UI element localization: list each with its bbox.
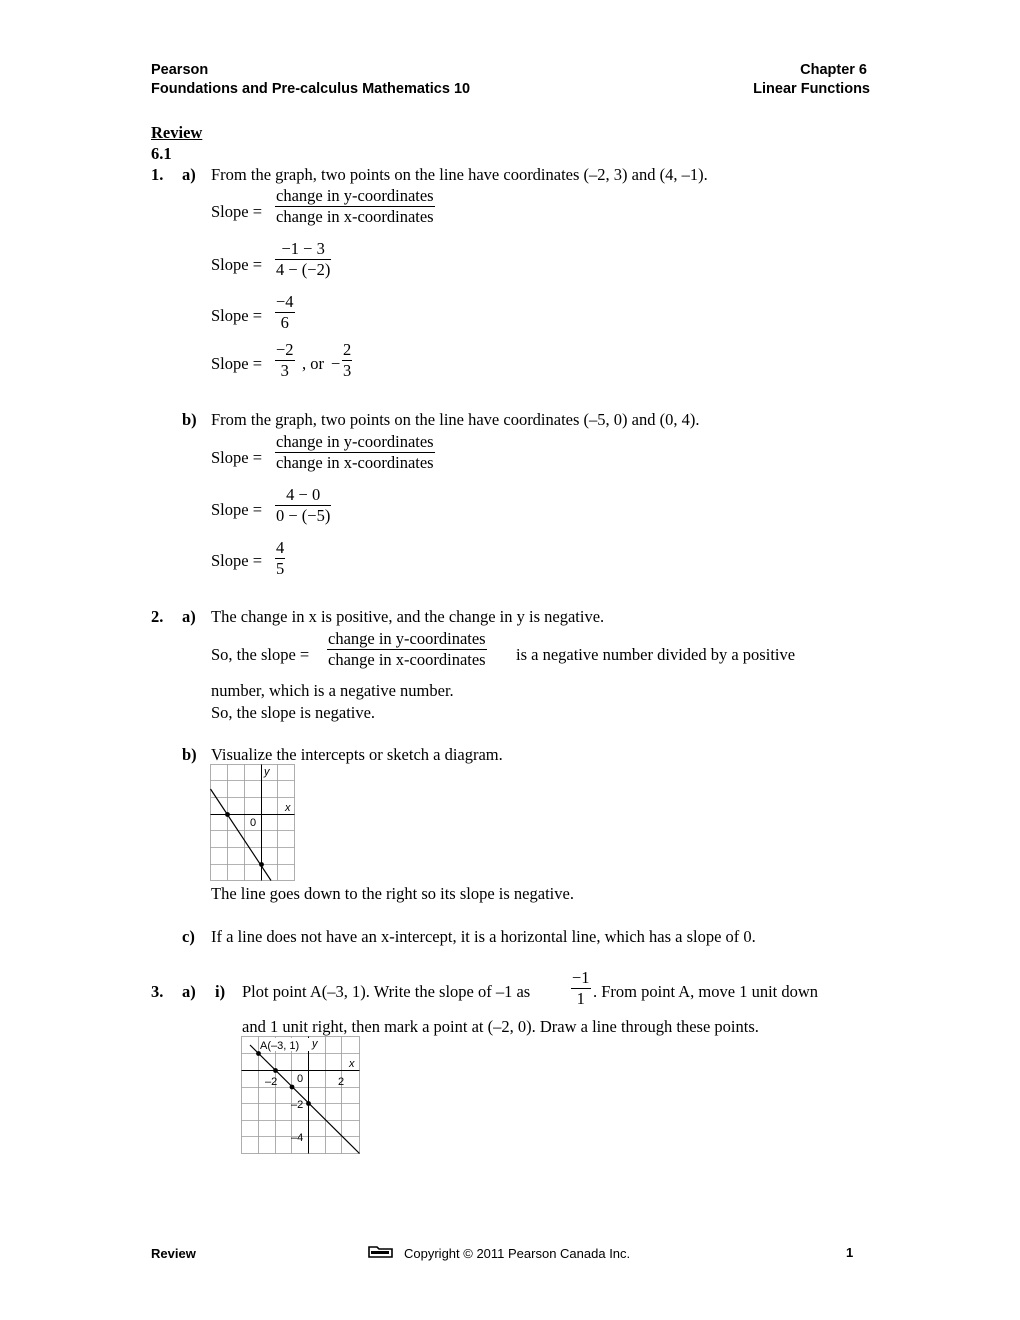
q2a-line4: So, the slope is negative. bbox=[211, 703, 376, 722]
fraction-numerator: 4 bbox=[276, 538, 285, 557]
fraction-numerator: change in y-coordinates bbox=[328, 629, 486, 648]
q1-number: 1. bbox=[151, 165, 164, 184]
q1b-slope-label-3: Slope = bbox=[211, 551, 263, 570]
fraction-denominator: 3 bbox=[275, 360, 295, 381]
q2c-line1: If a line does not have an x-intercept, it is a horizontal line, which has a slope of 0. bbox=[211, 927, 756, 946]
q1b-slope-label-1: Slope = bbox=[211, 448, 263, 467]
fraction-numerator: −1 bbox=[572, 968, 590, 987]
q3-number: 3. bbox=[151, 982, 164, 1001]
fraction-numerator: −4 bbox=[276, 292, 294, 311]
q1b-slope-label-2: Slope = bbox=[211, 500, 263, 519]
x-tick-2: 2 bbox=[338, 1076, 345, 1088]
q3a-sub-label: i) bbox=[215, 982, 226, 1001]
fraction-denominator: 3 bbox=[343, 361, 352, 380]
x-axis-label: x bbox=[285, 802, 291, 814]
q2a-line1: The change in x is positive, and the change in y is negative. bbox=[211, 607, 605, 626]
section-title: Review bbox=[151, 123, 203, 142]
fraction-denominator: 0 − (−5) bbox=[276, 506, 331, 525]
folder-logo-icon bbox=[368, 1244, 394, 1258]
q1b-fraction-substitution bbox=[275, 485, 331, 526]
q1b-label: b) bbox=[182, 410, 197, 429]
q1a-fraction-alt bbox=[342, 340, 352, 381]
y-intercept-point bbox=[306, 1101, 311, 1106]
point-3 bbox=[290, 1085, 295, 1090]
fraction-numerator: 4 − 0 bbox=[286, 485, 321, 504]
fraction-denominator: 4 − (−2) bbox=[276, 260, 331, 279]
q2a-after-fraction: is a negative number divided by a positive bbox=[516, 645, 796, 664]
q1a-label: a) bbox=[182, 165, 196, 184]
point-a-label: A(–3, 1) bbox=[260, 1040, 300, 1052]
fraction-denominator: change in x-coordinates bbox=[276, 207, 434, 226]
q1a-slope-label-3: Slope = bbox=[211, 306, 263, 325]
point-2 bbox=[273, 1068, 278, 1073]
q1a-intro: From the graph, two points on the line have coordinates (–2, 3) and (4, –1). bbox=[211, 165, 708, 184]
fraction-denominator: 5 bbox=[276, 559, 285, 578]
fraction-denominator: change in x-coordinates bbox=[328, 650, 486, 669]
q2a-so-slope: So, the slope = bbox=[211, 645, 310, 664]
q3a-fraction bbox=[571, 968, 591, 1009]
q2b-label: b) bbox=[182, 745, 197, 764]
x-intercept-point bbox=[225, 812, 230, 817]
q1a-fraction-definition bbox=[275, 186, 435, 227]
y-tick-neg2: –2 bbox=[291, 1099, 304, 1111]
footer-page-number: 1 bbox=[846, 1245, 854, 1260]
q1a-fraction-simplify bbox=[275, 292, 295, 333]
q1a-fraction-result bbox=[275, 340, 295, 381]
y-axis-label: y bbox=[312, 1038, 318, 1050]
q2c-label: c) bbox=[182, 927, 195, 946]
x-axis-label: x bbox=[349, 1058, 355, 1070]
q1b-fraction-result bbox=[275, 538, 285, 579]
q3a-line2: and 1 unit right, then mark a point at (–2, 0). Draw a line through these points. bbox=[242, 1017, 759, 1036]
fraction-denominator: 6 bbox=[275, 312, 295, 333]
section-number: 6.1 bbox=[151, 144, 172, 163]
q2a-fraction bbox=[327, 629, 487, 670]
origin-label: 0 bbox=[297, 1073, 304, 1085]
q1b-intro: From the graph, two points on the line have coordinates (–5, 0) and (0, 4). bbox=[211, 410, 700, 429]
footer-section: Review bbox=[151, 1246, 196, 1261]
header-book-title: Foundations and Pre-calculus Mathematics 10 bbox=[151, 81, 471, 97]
origin-label: 0 bbox=[250, 817, 257, 829]
q3a-label: a) bbox=[182, 982, 196, 1001]
q1b-fraction-definition bbox=[275, 432, 435, 473]
q2b-line2: The line goes down to the right so its slope is negative. bbox=[211, 884, 574, 903]
fraction-numerator: −2 bbox=[276, 340, 294, 359]
q2-number: 2. bbox=[151, 607, 164, 626]
q1a-slope-label-1: Slope = bbox=[211, 202, 263, 221]
q1a-slope-label-4: Slope = bbox=[211, 354, 263, 373]
fraction-denominator: 1 bbox=[571, 988, 591, 1009]
q1a-or-text: , or bbox=[302, 354, 324, 373]
y-axis-label: y bbox=[264, 766, 270, 778]
x-tick-neg2: –2 bbox=[265, 1076, 278, 1088]
q1a-fraction-substitution bbox=[275, 239, 331, 280]
q2a-label: a) bbox=[182, 607, 196, 626]
y-intercept-point bbox=[259, 862, 264, 867]
q3a-text2: . From point A, move 1 unit down bbox=[593, 982, 819, 1001]
fraction-numerator: −1 − 3 bbox=[281, 239, 325, 258]
q1a-slope-label-2: Slope = bbox=[211, 255, 263, 274]
fraction-numerator: change in y-coordinates bbox=[276, 186, 434, 205]
graphed-line bbox=[250, 1045, 360, 1154]
header-chapter: Chapter 6 bbox=[800, 62, 867, 78]
q1a-negative-sign: − bbox=[331, 354, 341, 373]
fraction-numerator: 2 bbox=[343, 340, 352, 359]
footer-copyright: Copyright © 2011 Pearson Canada Inc. bbox=[404, 1246, 631, 1261]
header-chapter-title: Linear Functions bbox=[753, 81, 870, 97]
q3a-graph bbox=[241, 1036, 361, 1156]
y-tick-neg4: –4 bbox=[291, 1132, 304, 1144]
fraction-numerator: change in y-coordinates bbox=[276, 432, 434, 451]
q2b-sketch-graph bbox=[210, 764, 296, 882]
header-publisher: Pearson bbox=[151, 62, 209, 78]
q3a-text1: Plot point A(–3, 1). Write the slope of –1 as bbox=[242, 982, 531, 1001]
q2b-line1: Visualize the intercepts or sketch a diagram. bbox=[211, 745, 503, 764]
q2a-line3: number, which is a negative number. bbox=[211, 681, 454, 700]
fraction-denominator: change in x-coordinates bbox=[276, 453, 434, 472]
